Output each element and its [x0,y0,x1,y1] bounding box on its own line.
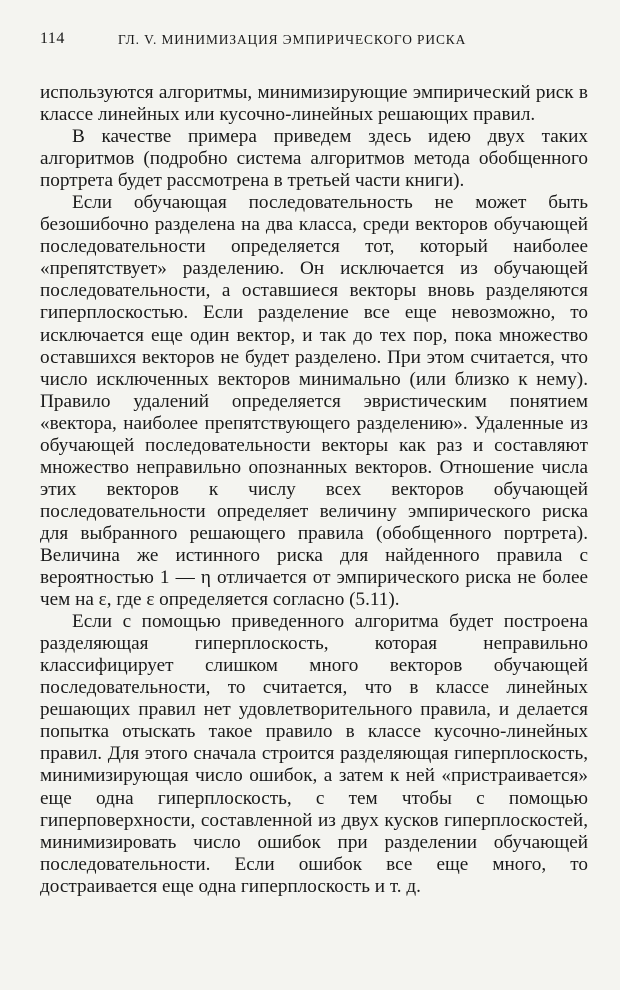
body-text [40,82,588,898]
running-head: ГЛ. V. МИНИМИЗАЦИЯ ЭМПИРИЧЕСКОГО РИСКА [118,32,467,47]
page-number: 114 [40,30,65,47]
paragraph-piecewise-linear-algorithm: Если с помощью приведенного алгоритма будет построена разделяющая гиперплоскость, которая неправильно классифицирует слишком много векторов обучающей последовательности, то считается, что в классе линейных решающих правил нет удовлетворительного правила, и делается попытка отыскать такое правило в классе кусочно-линейных правил. Для этого сначала строится разделяющая гиперплоскость, минимизирующая число ошибок, а затем к ней «пристраивается» еще одна гиперплоскость, с тем чтобы с помощью гиперповерхности, составленной из двух кусков гиперплоскостей, минимизировать число ошибок при разделении обучающей последовательности. Если ошибок все еще много, то достраивается еще одна гиперплоскость и т. д. [40,611,588,897]
paragraph-continuation: используются алгоритмы, минимизирующие эмпирический риск в классе линейных или кусочно-линейных решающих правил. [40,82,588,126]
paragraph-example-intro: В качестве примера приведем здесь идею двух таких алгоритмов (подробно система алгоритмов метода обобщенного портрета будет рассмотрена в третьей части книги). [40,126,588,192]
page-header [40,30,588,54]
paragraph-vector-exclusion-algorithm: Если обучающая последовательность не может быть безошибочно разделена на два класса, среди векторов обучающей последовательности определяется тот, который наиболее «препятствует» разделению. Он исключается из обучающей последовательности, а оставшиеся векторы вновь разделяются гиперплоскостью. Если разделение все еще невозможно, то исключается еще один вектор, и так до тех пор, пока множество оставшихся векторов не будет разделено. При этом считается, что число исключенных векторов минимально (или близко к нему). Правило удалений определяется эвристическим понятием «вектора, наиболее препятствующего разделению». Удаленные из обучающей последовательности векторы как раз и составляют множество неправильно опознанных векторов. Отношение числа этих векторов к числу всех векторов обучающей последовательности определяет величину эмпирического риска для выбранного решающего правила (обобщенного портрета). Величина же истинного риска для найденного правила с вероятностью 1 — η отличается от эмпирического риска не более чем на ε, где ε определяется согласно (5.11). [40,192,588,611]
